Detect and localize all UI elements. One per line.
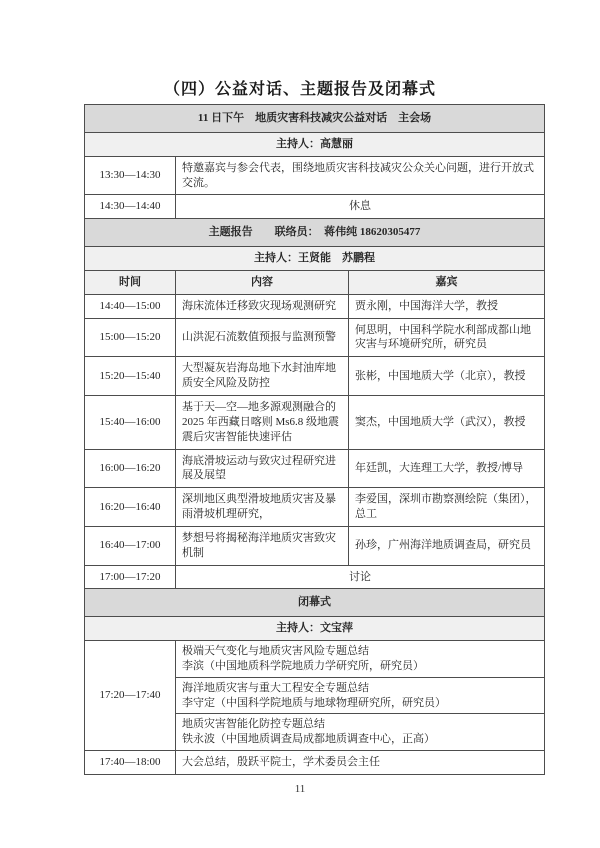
guest-cell: 李爱国，深圳市勘察测绘院（集团），总工 [349,488,545,527]
table-row [85,449,545,488]
moderator-keynote: 主持人：王贤能 苏鹏程 [85,247,545,271]
guest-cell: 何思明，中国科学院水利部成都山地灾害与环境研究所，研究员 [349,318,545,357]
schedule-table [84,104,545,775]
time-cell: 14:40—15:00 [85,294,176,318]
summary-cell [176,714,545,751]
table-row-session-header [85,105,545,133]
content-cell: 深圳地区典型滑坡地质灾害及暴雨滑坡机理研究， [176,488,349,527]
page-title: （四）公益对话、主题报告及闭幕式 [163,81,436,98]
table-row-column-headers [85,270,545,294]
table-row [85,318,545,357]
table-row-summary [85,641,545,678]
table-row [85,488,545,527]
summary-speaker: 铁永波（中国地质调查局成都地质调查中心，正高） [182,733,435,746]
time-cell: 17:00—17:20 [85,565,176,589]
moderator-dialogue: 主持人：高慧丽 [85,132,545,156]
content-cell: 山洪泥石流数值预报与监测预警 [176,318,349,357]
content-cell: 休息 [176,195,545,219]
guest-cell: 孙珍，广州海洋地质调查局，研究员 [349,526,545,565]
time-cell: 15:00—15:20 [85,318,176,357]
time-cell: 17:40—18:00 [85,751,176,775]
column-header-guest: 嘉宾 [349,270,545,294]
guest-cell: 窦杰，中国地质大学（武汉），教授 [349,395,545,449]
table-row-section-header [85,589,545,617]
moderator-closing: 主持人：文宝萍 [85,617,545,641]
time-cell: 16:20—16:40 [85,488,176,527]
guest-cell: 张彬，中国地质大学（北京），教授 [349,357,545,396]
content-cell: 海底滑坡运动与致灾过程研究进展及展望 [176,449,349,488]
time-cell: 13:30—14:30 [85,156,176,195]
table-row-moderator [85,617,545,641]
summary-topic: 海洋地质灾害与重大工程安全专题总结 [182,681,369,694]
content-cell: 基于天—空—地多源观测融合的 2025 年西藏日喀则 Ms6.8 级地震震后灾害智能快速评估 [176,395,349,449]
session-header: 11 日下午 地质灾害科技减灾公益对话 主会场 [85,105,545,133]
time-cell: 15:40—16:00 [85,395,176,449]
time-cell: 14:30—14:40 [85,195,176,219]
column-header-time: 时间 [85,270,176,294]
content-cell: 大会总结，殷跃平院士，学术委员会主任 [176,751,545,775]
guest-cell: 年廷凯，大连理工大学，教授/博导 [349,449,545,488]
summary-topic: 极端天气变化与地质灾害风险专题总结 [182,645,369,658]
content-cell: 大型凝灰岩海岛地下水封油库地质安全风险及防控 [176,357,349,396]
table-row [85,526,545,565]
guest-cell: 贾永刚，中国海洋大学，教授 [349,294,545,318]
summary-cell [176,641,545,678]
summary-cell [176,677,545,714]
table-row [85,294,545,318]
table-row-moderator [85,247,545,271]
content-cell: 海床流体迁移致灾现场观测研究 [176,294,349,318]
time-cell: 15:20—15:40 [85,357,176,396]
summary-speaker: 李滨（中国地质科学院地质力学研究所，研究员） [182,659,424,672]
table-row-moderator [85,132,545,156]
summary-speaker: 李守定（中国科学院地质与地球物理研究所，研究员） [182,696,446,709]
table-row [85,156,545,195]
content-cell: 特邀嘉宾与参会代表，围绕地质灾害科技减灾公众关心问题，进行开放式交流。 [176,156,545,195]
table-row-final [85,751,545,775]
time-cell: 16:00—16:20 [85,449,176,488]
table-row [85,357,545,396]
time-cell: 16:40—17:00 [85,526,176,565]
column-header-content: 内容 [176,270,349,294]
table-row-section-header [85,219,545,247]
content-cell: 讨论 [176,565,545,589]
time-cell: 17:20—17:40 [85,641,176,751]
closing-section-header: 闭幕式 [85,589,545,617]
content-cell: 梦想号将揭秘海洋地质灾害致灾机制 [176,526,349,565]
page-number: 11 [294,783,306,795]
summary-topic: 地质灾害智能化防控专题总结 [182,718,325,731]
table-row-discussion [85,565,545,589]
keynote-section-header: 主题报告 联络员： 蒋伟纯 18620305477 [85,219,545,247]
table-row [85,395,545,449]
table-row [85,195,545,219]
